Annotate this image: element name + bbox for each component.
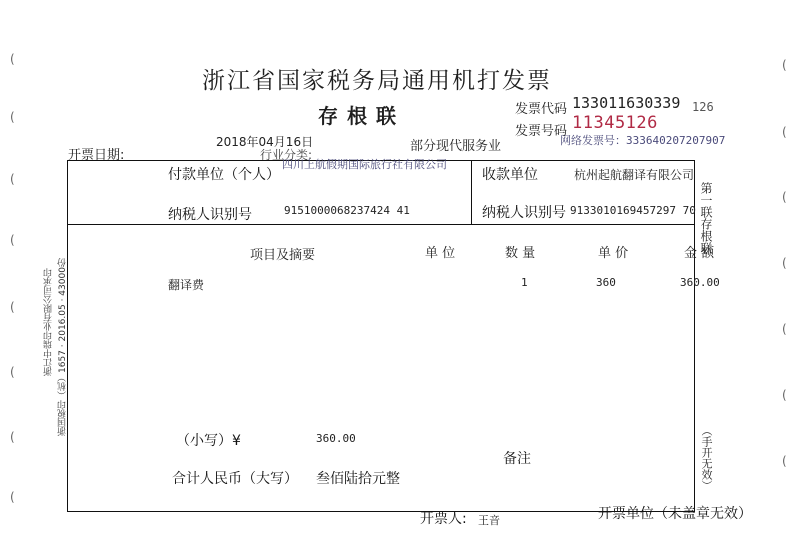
divider: [471, 160, 472, 224]
punch-hole: (: [782, 256, 787, 270]
punch-hole: (: [782, 454, 787, 468]
date-value: 2018年04月16日: [216, 135, 314, 149]
punch-hole: (: [10, 430, 15, 444]
payer-tax-label: 纳税人识别号: [168, 207, 252, 223]
invoice-subtitle: 存根联: [318, 104, 405, 128]
col-amount-header: 金 额: [684, 246, 715, 261]
printer-note: 浙国税印（杭）1657 · 2016.05 · 43000份: [58, 258, 68, 436]
item-amount: 360.00: [680, 276, 720, 289]
issuer-name: 王音: [478, 514, 500, 527]
printer-note-company: 浙江中瑞印业有限公司承印: [44, 268, 54, 376]
punch-hole: (: [10, 52, 15, 66]
punch-hole: (: [782, 58, 787, 72]
industry-label: 行业分类:: [260, 148, 313, 162]
col-item-header: 项目及摘要: [250, 248, 316, 263]
punch-hole: (: [10, 110, 15, 124]
punch-hole: (: [10, 233, 15, 247]
net-invoice-number: 网络发票号：333640207207907: [560, 134, 726, 147]
payee-label: 收款单位: [482, 167, 538, 183]
punch-hole: (: [10, 300, 15, 314]
remark-label: 备注: [503, 451, 531, 467]
payer-tax-id: 9151000068237424 41: [284, 204, 410, 217]
code-bleed: 126: [692, 100, 714, 114]
date-label: 开票日期:: [68, 148, 125, 163]
payee-tax-label: 纳税人识别号: [482, 205, 566, 221]
divider: [67, 224, 695, 225]
number-value: 11345126: [572, 113, 658, 133]
small-total-label: （小写）¥: [176, 433, 241, 449]
payee-name: 杭州起航翻译有限公司: [574, 168, 695, 182]
payee-tax-id: 9133010169457297 70: [570, 204, 696, 217]
industry-value: 部分现代服务业: [410, 139, 502, 154]
total-words-label: 合计人民币（大写）: [172, 471, 298, 487]
col-qty-header: 数 量: [505, 246, 536, 261]
seal-note: 开票单位（未盖章无效）: [598, 506, 752, 522]
payer-label: 付款单位（个人）: [168, 167, 280, 183]
punch-hole: (: [10, 172, 15, 186]
col-price-header: 单 价: [598, 246, 629, 261]
item-name: 翻译费: [168, 278, 205, 292]
punch-hole: (: [10, 490, 15, 504]
code-label: 发票代码: [515, 102, 568, 117]
item-qty: 1: [521, 276, 528, 289]
col-unit-header: 单 位: [425, 246, 456, 261]
punch-hole: (: [782, 190, 787, 204]
item-price: 360: [596, 276, 616, 289]
punch-hole: (: [782, 322, 787, 336]
punch-hole: (: [782, 388, 787, 402]
total-words-value: 叁佰陆拾元整: [316, 471, 400, 487]
side-copy-note: 第一联存根联: [699, 182, 713, 254]
code-value: 133011630339: [572, 94, 681, 112]
issuer-label: 开票人:: [420, 511, 467, 527]
punch-hole: (: [10, 365, 15, 379]
small-total-value: 360.00: [316, 432, 356, 445]
payer-name: 四川上航假期国际旅行社有限公司: [282, 158, 447, 171]
number-label: 发票号码: [515, 124, 568, 139]
invoice-title: 浙江省国家税务局通用机打发票: [202, 68, 552, 94]
side-invalid-note: （手开无效）: [700, 425, 713, 491]
punch-hole: (: [782, 125, 787, 139]
